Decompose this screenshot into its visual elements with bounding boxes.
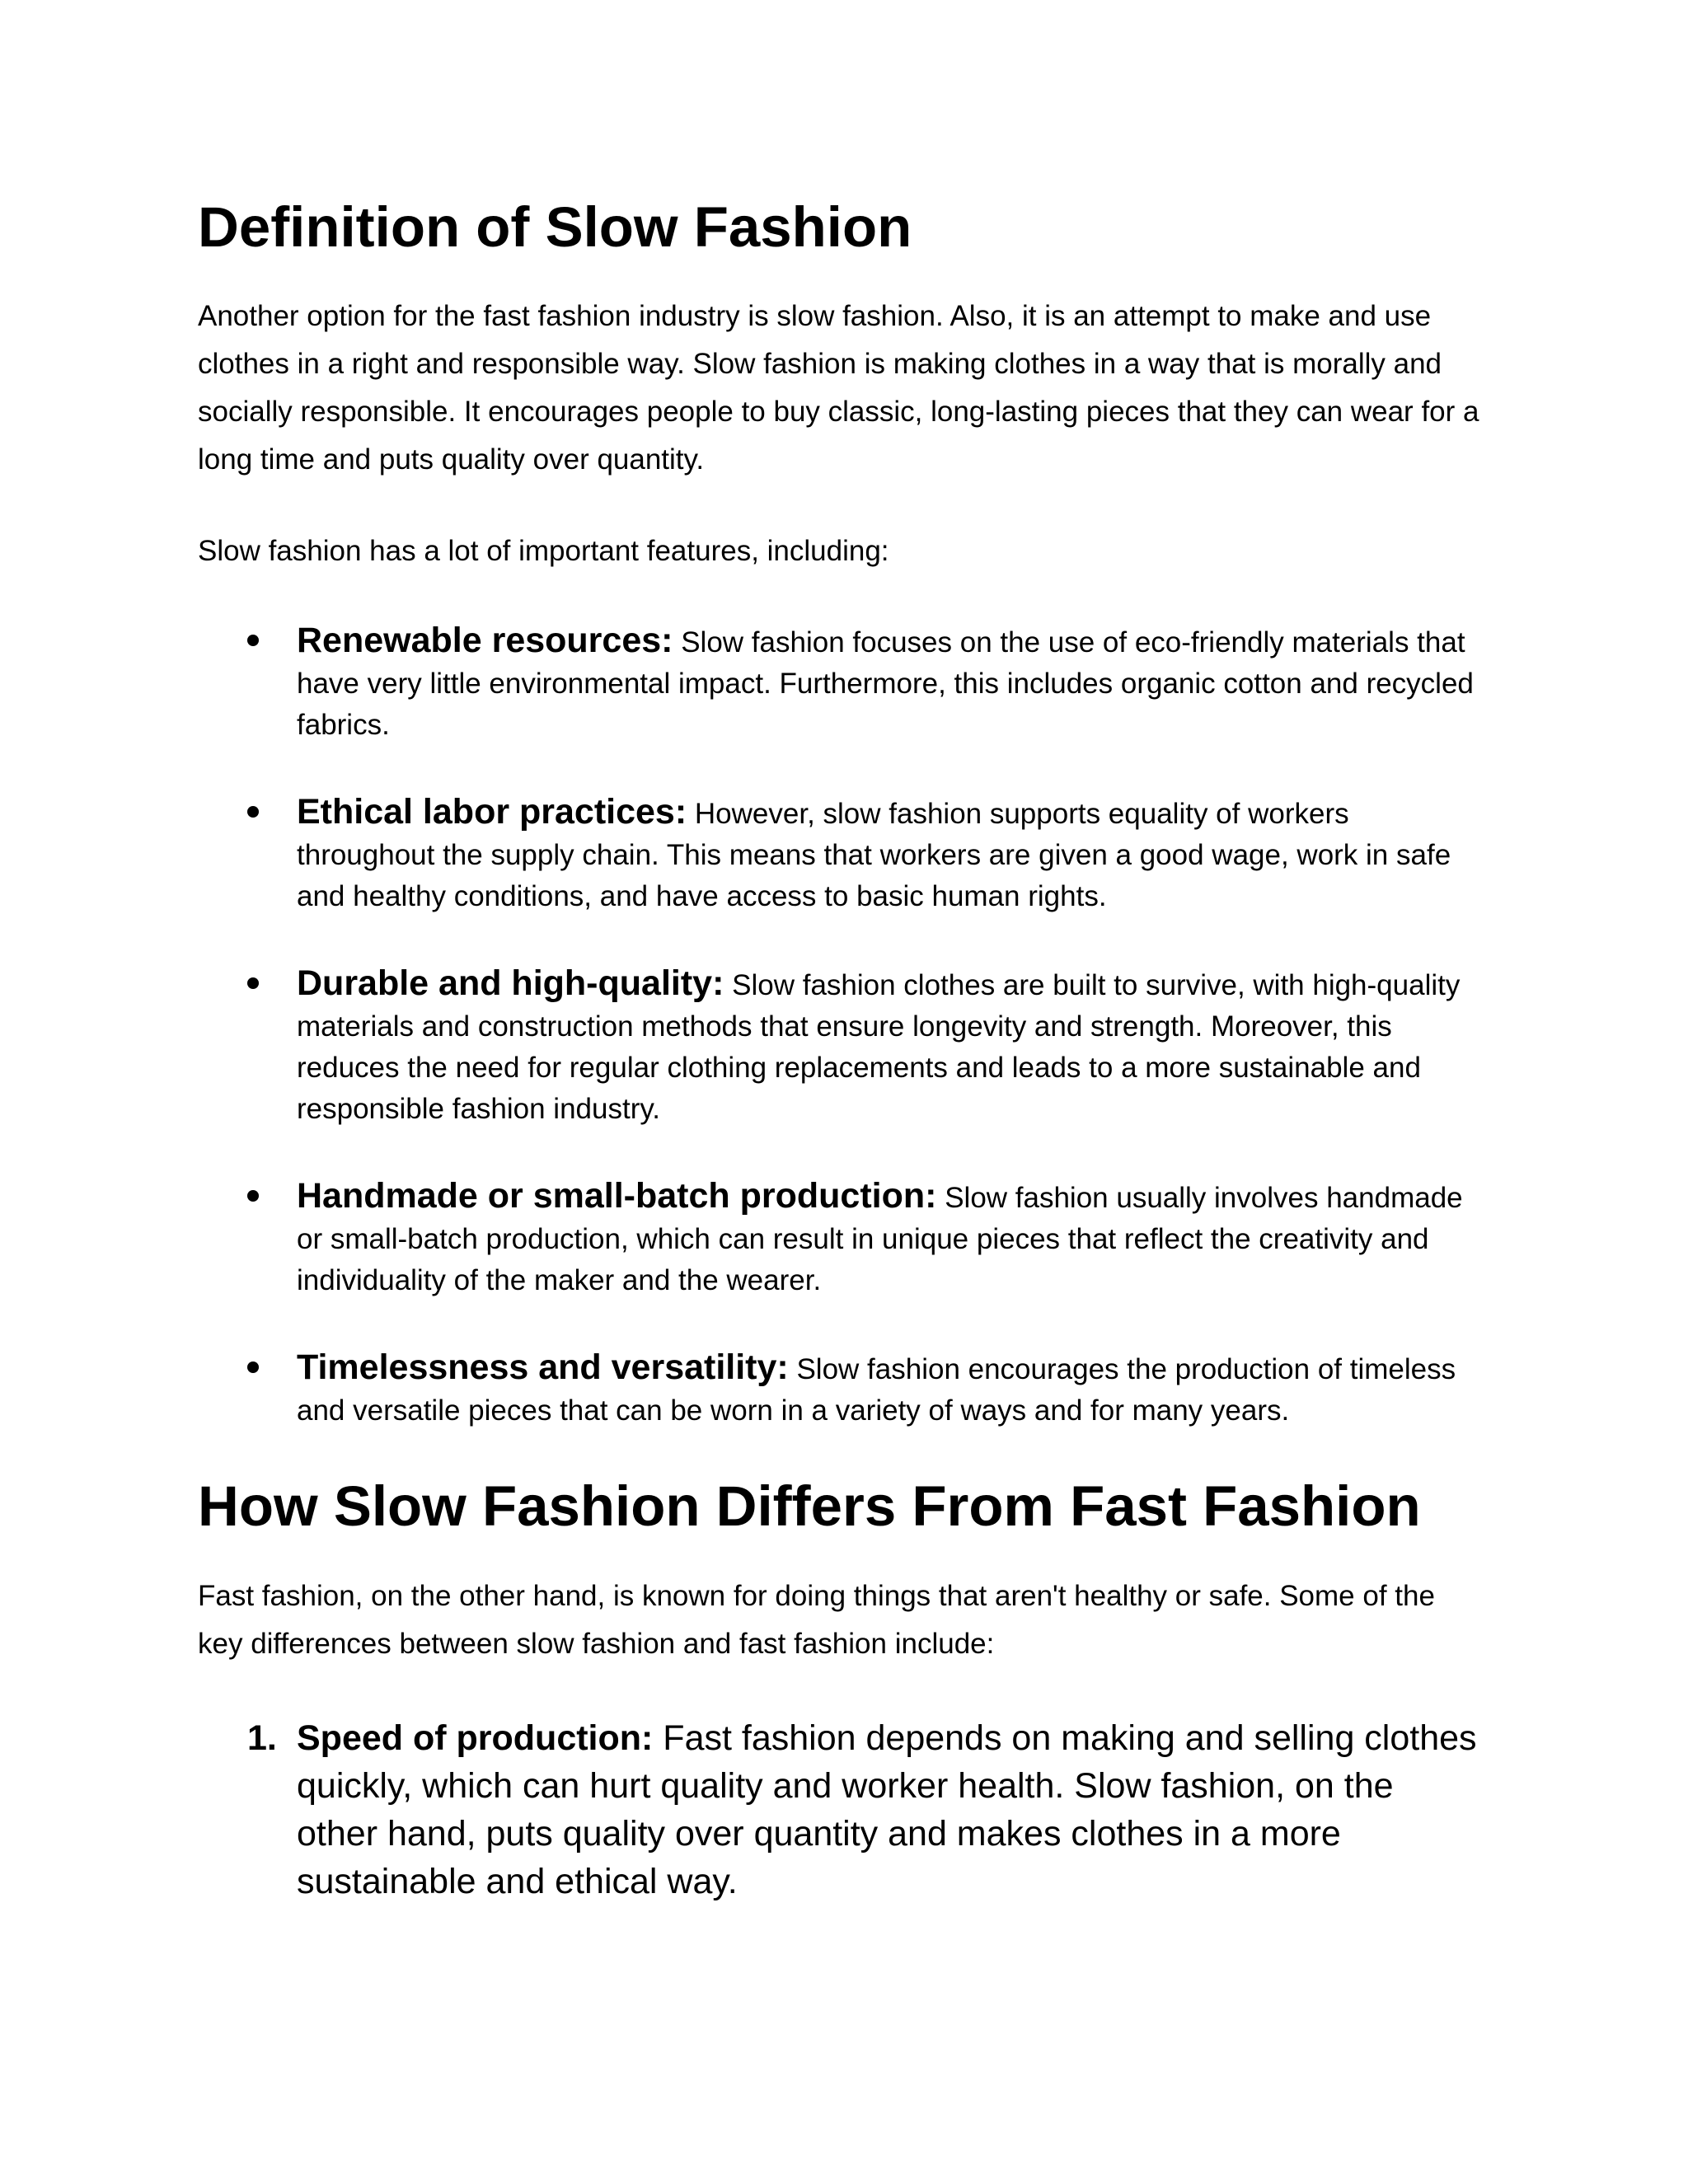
features-list — [198, 620, 1484, 1477]
list-item — [198, 1175, 1484, 1301]
list-item — [198, 1714, 1484, 1905]
feature-term: Renewable resources: — [297, 621, 673, 660]
bullet-icon — [247, 1361, 259, 1373]
differences-list — [198, 1714, 1484, 1905]
list-number: 1. — [247, 1718, 277, 1758]
bullet-icon — [247, 635, 259, 646]
bullet-icon — [247, 806, 259, 818]
feature-term: Ethical labor practices: — [297, 792, 687, 832]
differences-intro-paragraph: Fast fashion, on the other hand, is known for doing things that aren't healthy or safe. Some of the key differences between slow fashion and fast fashion include: — [198, 1580, 1435, 1660]
feature-text: However, slow fashion supports equality of workers throughout the supply chain. This means that workers are given a good wage, work in safe and healthy conditions, and have access to basic human rights. — [297, 798, 1451, 912]
list-item — [198, 620, 1484, 746]
feature-term: Timelessness and versatility: — [297, 1347, 789, 1387]
list-item — [198, 963, 1484, 1130]
difference-term: Speed of production: — [297, 1718, 654, 1758]
bullet-icon — [247, 977, 259, 989]
section-heading-definition: Definition of Slow Fashion — [198, 195, 912, 259]
difference-text: Fast fashion depends on making and selling clothes quickly, which can hurt quality and worker health. Slow fashion, on the other hand, puts quality over quantity and makes clothes in a more sustainable and ethical way. — [297, 1718, 1477, 1901]
feature-term: Durable and high-quality: — [297, 963, 724, 1003]
list-item — [198, 1347, 1484, 1432]
feature-text: Slow fashion clothes are built to survive, with high-quality materials and construction methods that ensure longevity and strength. Moreover, this reduces the need for regular clothing replacements and leads to a more sustainable and responsible fashion industry. — [297, 969, 1461, 1125]
feature-text: Slow fashion focuses on the use of eco-friendly materials that have very little environmental impact. Furthermore, this includes organic cotton and recycled fabrics. — [297, 626, 1474, 741]
feature-text: Slow fashion encourages the production of timeless and versatile pieces that can be worn in a variety of ways and for many years. — [297, 1353, 1456, 1427]
feature-term: Handmade or small-batch production: — [297, 1176, 937, 1216]
feature-text: Slow fashion usually involves handmade or small-batch production, which can result in unique pieces that reflect the creativity and individuality of the maker and the wearer. — [297, 1182, 1463, 1296]
bullet-icon — [247, 1190, 259, 1202]
list-item — [198, 791, 1484, 917]
features-lead-paragraph: Slow fashion has a lot of important features, including: — [198, 535, 889, 567]
definition-paragraph: Another option for the fast fashion industry is slow fashion. Also, it is an attempt to make and use clothes in a right and responsible way. Slow fashion is making clothes in a way that is morally and socially responsible. It encourages people to buy classic, long-lasting pieces that they can wear for a long time and puts quality over quantity. — [198, 300, 1479, 476]
section-heading-differences: How Slow Fashion Differs From Fast Fashion — [198, 1474, 1421, 1538]
